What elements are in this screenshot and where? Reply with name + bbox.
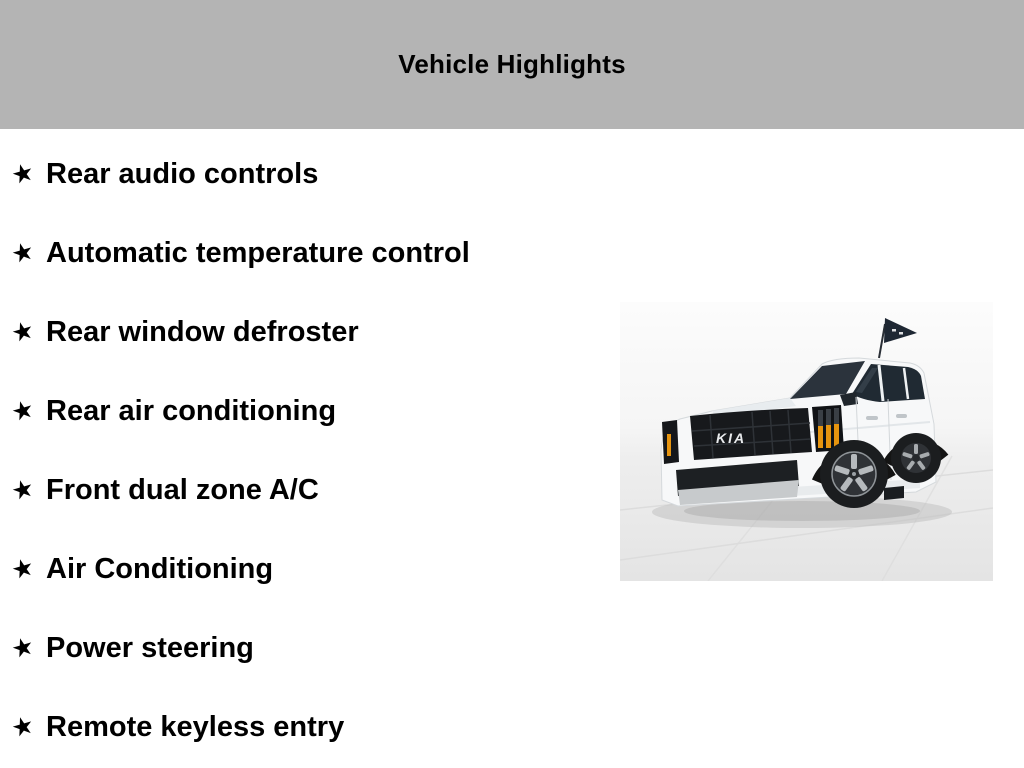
- star-bullet-icon: ★: [8, 473, 38, 507]
- highlight-item: [0, 372, 470, 451]
- highlight-item: [0, 688, 470, 767]
- left-headlight: [662, 420, 679, 464]
- highlights-list: [0, 135, 470, 767]
- highlight-label: Rear air conditioning: [46, 395, 337, 427]
- page-title: Vehicle Highlights: [398, 49, 626, 79]
- star-bullet-icon: ★: [8, 710, 38, 744]
- highlight-item: [0, 609, 470, 688]
- star-bullet-icon: ★: [8, 631, 38, 665]
- highlight-label: Rear window defroster: [46, 316, 359, 348]
- highlight-label: Power steering: [46, 632, 254, 664]
- kia-logo: KIA: [716, 430, 747, 446]
- star-bullet-icon: ★: [8, 236, 38, 270]
- front-wheel: [820, 440, 888, 508]
- highlight-item: [0, 293, 470, 372]
- highlight-item: [0, 135, 470, 214]
- star-bullet-icon: ★: [8, 394, 38, 428]
- highlight-label: Front dual zone A/C: [46, 474, 319, 506]
- highlight-label: Automatic temperature control: [46, 237, 470, 269]
- star-bullet-icon: ★: [8, 315, 38, 349]
- star-bullet-icon: ★: [8, 157, 38, 191]
- highlight-item: [0, 451, 470, 530]
- front-grille: [690, 408, 812, 460]
- vehicle-photo: [620, 302, 993, 581]
- highlight-label: Rear audio controls: [46, 158, 319, 190]
- highlight-item: [0, 214, 470, 293]
- rear-wheel: [891, 433, 941, 483]
- highlight-label: Air Conditioning: [46, 553, 274, 585]
- header-bar: [0, 0, 1024, 129]
- highlight-item: [0, 530, 470, 609]
- vehicle-photo-svg: [620, 302, 993, 581]
- star-bullet-icon: ★: [8, 552, 38, 586]
- highlight-label: Remote keyless entry: [46, 711, 345, 743]
